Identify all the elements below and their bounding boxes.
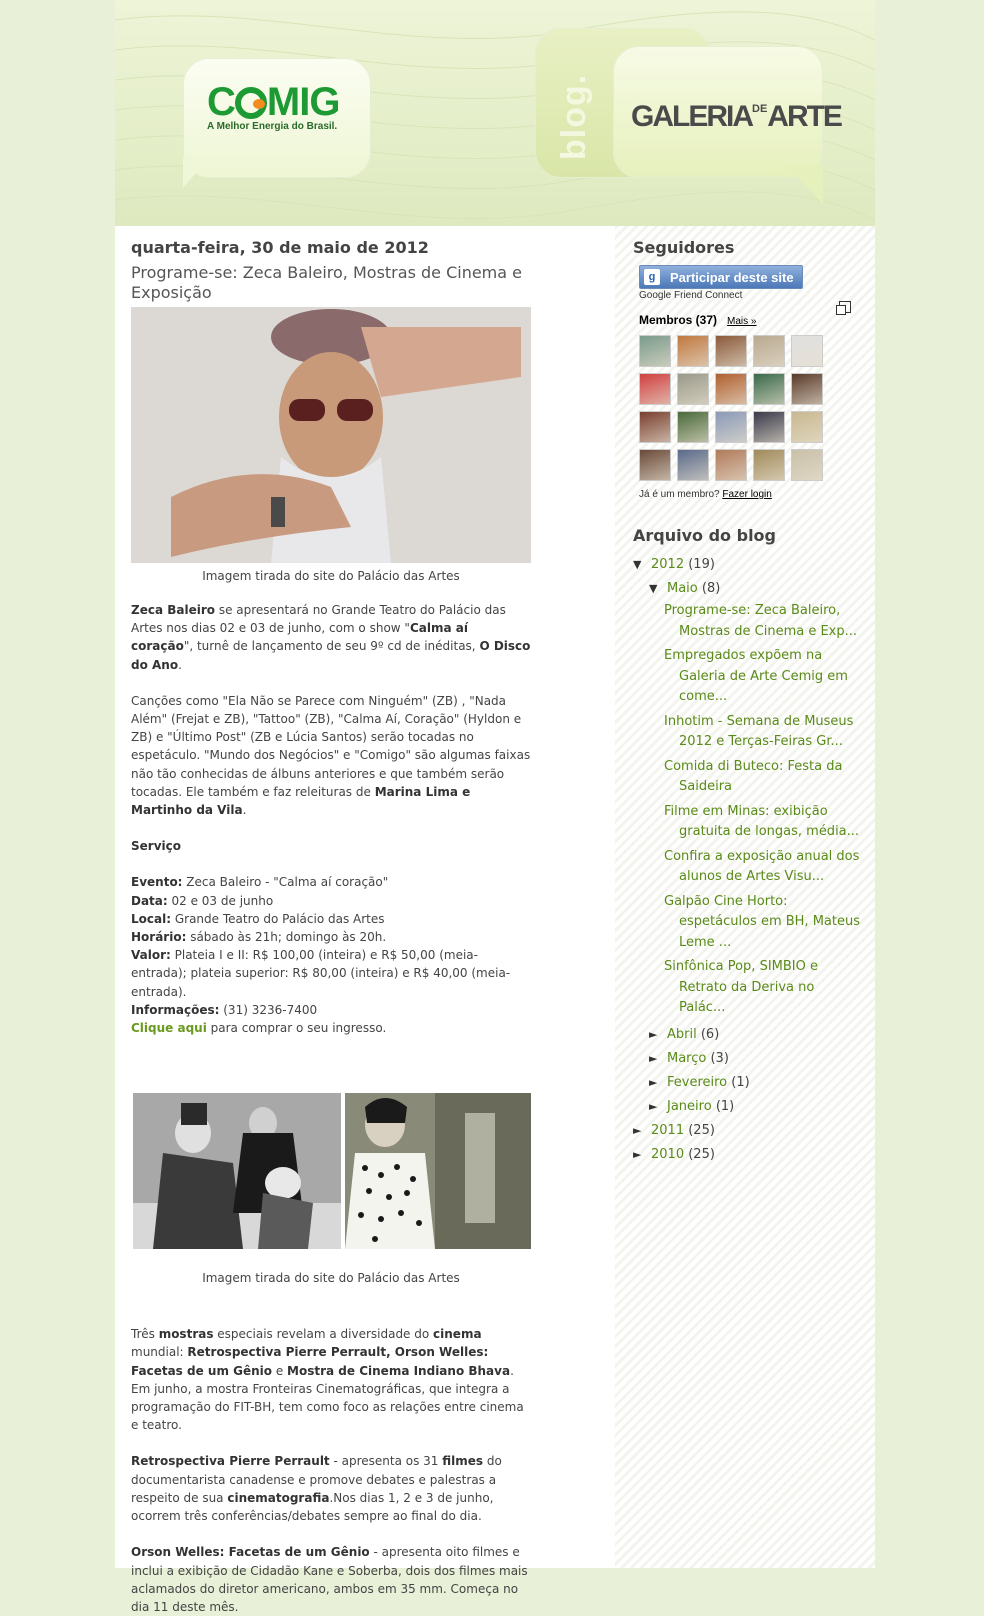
member-avatar[interactable] <box>715 335 747 367</box>
archive-months <box>633 1023 861 1119</box>
archive-post-link[interactable]: Sinfônica Pop, SIMBIO e Retrato da Deriva no Palác... <box>664 959 818 1015</box>
date-header: quarta-feira, 30 de maio de 2012 <box>131 238 429 257</box>
member-avatar[interactable] <box>639 449 671 481</box>
main-column <box>131 236 531 1616</box>
archive-post-link[interactable]: Comida di Buteco: Festa da Saideira <box>664 758 843 794</box>
archive-post-link[interactable]: Confira a exposição anual dos alunos de Artes Visu... <box>664 848 860 884</box>
archive-month[interactable] <box>633 1095 861 1119</box>
paragraph-perrault: Retrospectiva Pierre Perrault - apresenta os 31 filmes do documentarista canadense e promove debates e palestras a respeito de sua cinematografia.Nos dias 1, 2 e 3 de junho, ocorrem três conferências/debates sempre ao final do dia. <box>131 1454 502 1524</box>
archive-month-may[interactable]: ▼ Maio (8) <box>633 577 861 601</box>
zeca-baleiro-photo[interactable] <box>131 307 531 563</box>
archive-month-link[interactable]: Março <box>667 1050 707 1066</box>
archive-month-count: (1) <box>715 1098 735 1114</box>
archive-month-link[interactable]: Abril <box>667 1026 697 1042</box>
member-avatars <box>639 335 861 481</box>
paragraph-mostras: Três mostras especiais revelam a diversidade do cinema mundial: Retrospectiva Pierre Perrault, Orson Welles: Facetas de um Gênio e Mostra de Cinema Indiano Bhava. Em junho, a mostra Fronteiras Cinematográficas, que integra a programação do FIT-BH, tem como foco as relações entre cinema e teatro. <box>131 1327 524 1433</box>
archive-post-link[interactable]: Inhotim - Semana de Museus 2012 e Terças-Feiras Gr... <box>664 713 854 749</box>
google-g-icon: g <box>644 269 660 285</box>
followers-widget <box>633 265 861 500</box>
login-link[interactable]: Fazer login <box>722 489 772 500</box>
expanded-triangle-icon[interactable]: ▼ <box>649 582 658 595</box>
paragraph-songs: Canções como "Ela Não se Parece com Ninguém" (ZB) , "Nada Além" (Frejat e ZB), "Tattoo" (ZB), "Calma Aí, Coração" (Hyldon e ZB) e "Último Post" (ZB e Lúcia Santos) serão tocadas no espetáculo. "Mundo dos Negócios" e "Comigo" são algumas faixas não tão conhecidas de álbuns anteriores e que também serão tocadas. Ele também e faz releituras de Marina Lima e Martinho da Vila. <box>131 693 531 818</box>
member-avatar[interactable] <box>639 335 671 367</box>
post-title[interactable]: Programe-se: Zeca Baleiro, Mostras de Cinema e Exposição <box>131 263 522 302</box>
service-details: Evento: Zeca Baleiro - "Calma aí coração" Data: 02 e 03 de junho Local: Grande Teatro do Palácio das Artes Horário: sábado às 21h; domingo às 20h. Valor: Plateia I e II: R$ 100,00 (inteira) e R$ 50,00 (meia-entrada); plateia superior: R$ 80,00 (inteira) e R$ 40,00 (meia-entrada). Informações: (31) 3236-7400 Clique aqui para comprar o seu ingresso. <box>131 875 511 1036</box>
member-avatar[interactable] <box>639 373 671 405</box>
archive-title: Arquivo do blog <box>633 526 776 545</box>
archive-year-count: (25) <box>688 1146 715 1162</box>
members-row: Membros (37) Mais » <box>639 313 757 327</box>
film-images <box>131 1093 531 1249</box>
archive-year-count: (25) <box>688 1122 715 1138</box>
archive-post-link[interactable]: Empregados expõem na Galeria de Arte Cemig em come... <box>664 648 848 704</box>
post-body <box>131 601 531 1037</box>
popout-icon[interactable] <box>839 301 851 313</box>
collapsed-triangle-icon[interactable]: ► <box>633 1147 642 1161</box>
servico-heading: Serviço <box>131 839 181 854</box>
member-avatar[interactable] <box>791 335 823 367</box>
archive-year-link[interactable]: 2011 <box>651 1122 685 1138</box>
gfc-label: Google Friend Connect <box>639 290 743 301</box>
post-body-cinema <box>131 1325 531 1616</box>
archive-post-link[interactable]: Programe-se: Zeca Baleiro, Mostras de Cinema e Exp... <box>664 603 858 639</box>
film-photo-left[interactable] <box>133 1093 341 1249</box>
collapsed-triangle-icon[interactable]: ► <box>649 1099 658 1113</box>
archive-year-link[interactable]: 2010 <box>651 1146 685 1162</box>
member-avatar[interactable] <box>677 373 709 405</box>
member-avatar[interactable] <box>677 335 709 367</box>
blog-header[interactable] <box>115 0 875 226</box>
may-posts-list <box>633 601 861 1019</box>
paragraph-welles: Orson Welles: Facetas de um Gênio - apresenta oito filmes e inclui a exibição de Cidadão Kane e Soberba, dois dos filmes mais aclamados do diretor americano, ambos em 35 mm. Começa no dia 11 deste mês. <box>131 1545 528 1614</box>
archive-post-link[interactable]: Filme em Minas: exibição gratuita de longas, média... <box>664 803 860 839</box>
film-caption: Imagem tirada do site do Palácio das Artes <box>202 1271 460 1286</box>
member-avatar[interactable] <box>677 449 709 481</box>
member-avatar[interactable] <box>715 411 747 443</box>
followers-title: Seguidores <box>633 238 735 257</box>
member-avatar[interactable] <box>753 449 785 481</box>
archive-month-count: (1) <box>731 1074 750 1090</box>
archive-year[interactable] <box>633 1143 861 1167</box>
more-members-link[interactable]: Mais » <box>727 316 757 327</box>
cemig-tagline: A Melhor Energia do Brasil. <box>207 121 338 132</box>
member-avatar[interactable] <box>677 411 709 443</box>
film-photo-right[interactable] <box>345 1093 531 1249</box>
join-site-button[interactable]: g Participar deste site <box>639 265 803 289</box>
archive-month[interactable] <box>633 1023 861 1047</box>
member-avatar[interactable] <box>791 373 823 405</box>
archive-month[interactable] <box>633 1047 861 1071</box>
paragraph-intro: Zeca Baleiro se apresentará no Grande Teatro do Palácio das Artes nos dias 02 e 03 de junho, com o show "Calma aí coração", turnê de lançamento de seu 9º cd de inéditas, O Disco do Ano. <box>131 603 531 672</box>
blog-page <box>115 0 875 1614</box>
buy-ticket-link[interactable]: Clique aqui <box>131 1021 207 1036</box>
sidebar <box>633 238 861 1167</box>
archive-month-link[interactable]: Janeiro <box>667 1098 712 1114</box>
member-avatar[interactable] <box>791 411 823 443</box>
archive-years <box>633 1119 861 1167</box>
expanded-triangle-icon[interactable]: ▼ <box>633 558 642 571</box>
archive-month[interactable] <box>633 1071 861 1095</box>
archive-month-link[interactable]: Fevereiro <box>667 1074 728 1090</box>
archive-post-link[interactable]: Galpão Cine Horto: espetáculos em BH, Mateus Leme ... <box>664 893 860 950</box>
member-avatar[interactable] <box>639 411 671 443</box>
galeria-de-arte-logo[interactable]: $GALERIA^{DE}ARTE$ <box>631 100 841 133</box>
photo-caption: Imagem tirada do site do Palácio das Artes <box>202 569 460 583</box>
member-avatar[interactable] <box>753 335 785 367</box>
member-avatar[interactable] <box>791 449 823 481</box>
member-avatar[interactable] <box>753 411 785 443</box>
member-avatar[interactable] <box>715 373 747 405</box>
login-row: Já é um membro? Fazer login <box>639 489 772 500</box>
archive-year[interactable] <box>633 1119 861 1143</box>
collapsed-triangle-icon[interactable]: ► <box>633 1123 642 1137</box>
collapsed-triangle-icon[interactable]: ► <box>649 1051 658 1065</box>
photo-illustration <box>131 307 531 563</box>
cemig-logo[interactable]: C MIG <box>207 80 340 124</box>
collapsed-triangle-icon[interactable]: ► <box>649 1027 658 1041</box>
blog-archive <box>633 526 861 1167</box>
archive-month-count: (6) <box>700 1026 720 1042</box>
archive-year-2012[interactable]: ▼ 2012 (19) <box>633 553 861 577</box>
member-avatar[interactable] <box>715 449 747 481</box>
blog-word: blog. <box>555 73 593 160</box>
archive-month-count: (3) <box>710 1050 729 1066</box>
collapsed-triangle-icon[interactable]: ► <box>649 1075 658 1089</box>
member-avatar[interactable] <box>753 373 785 405</box>
